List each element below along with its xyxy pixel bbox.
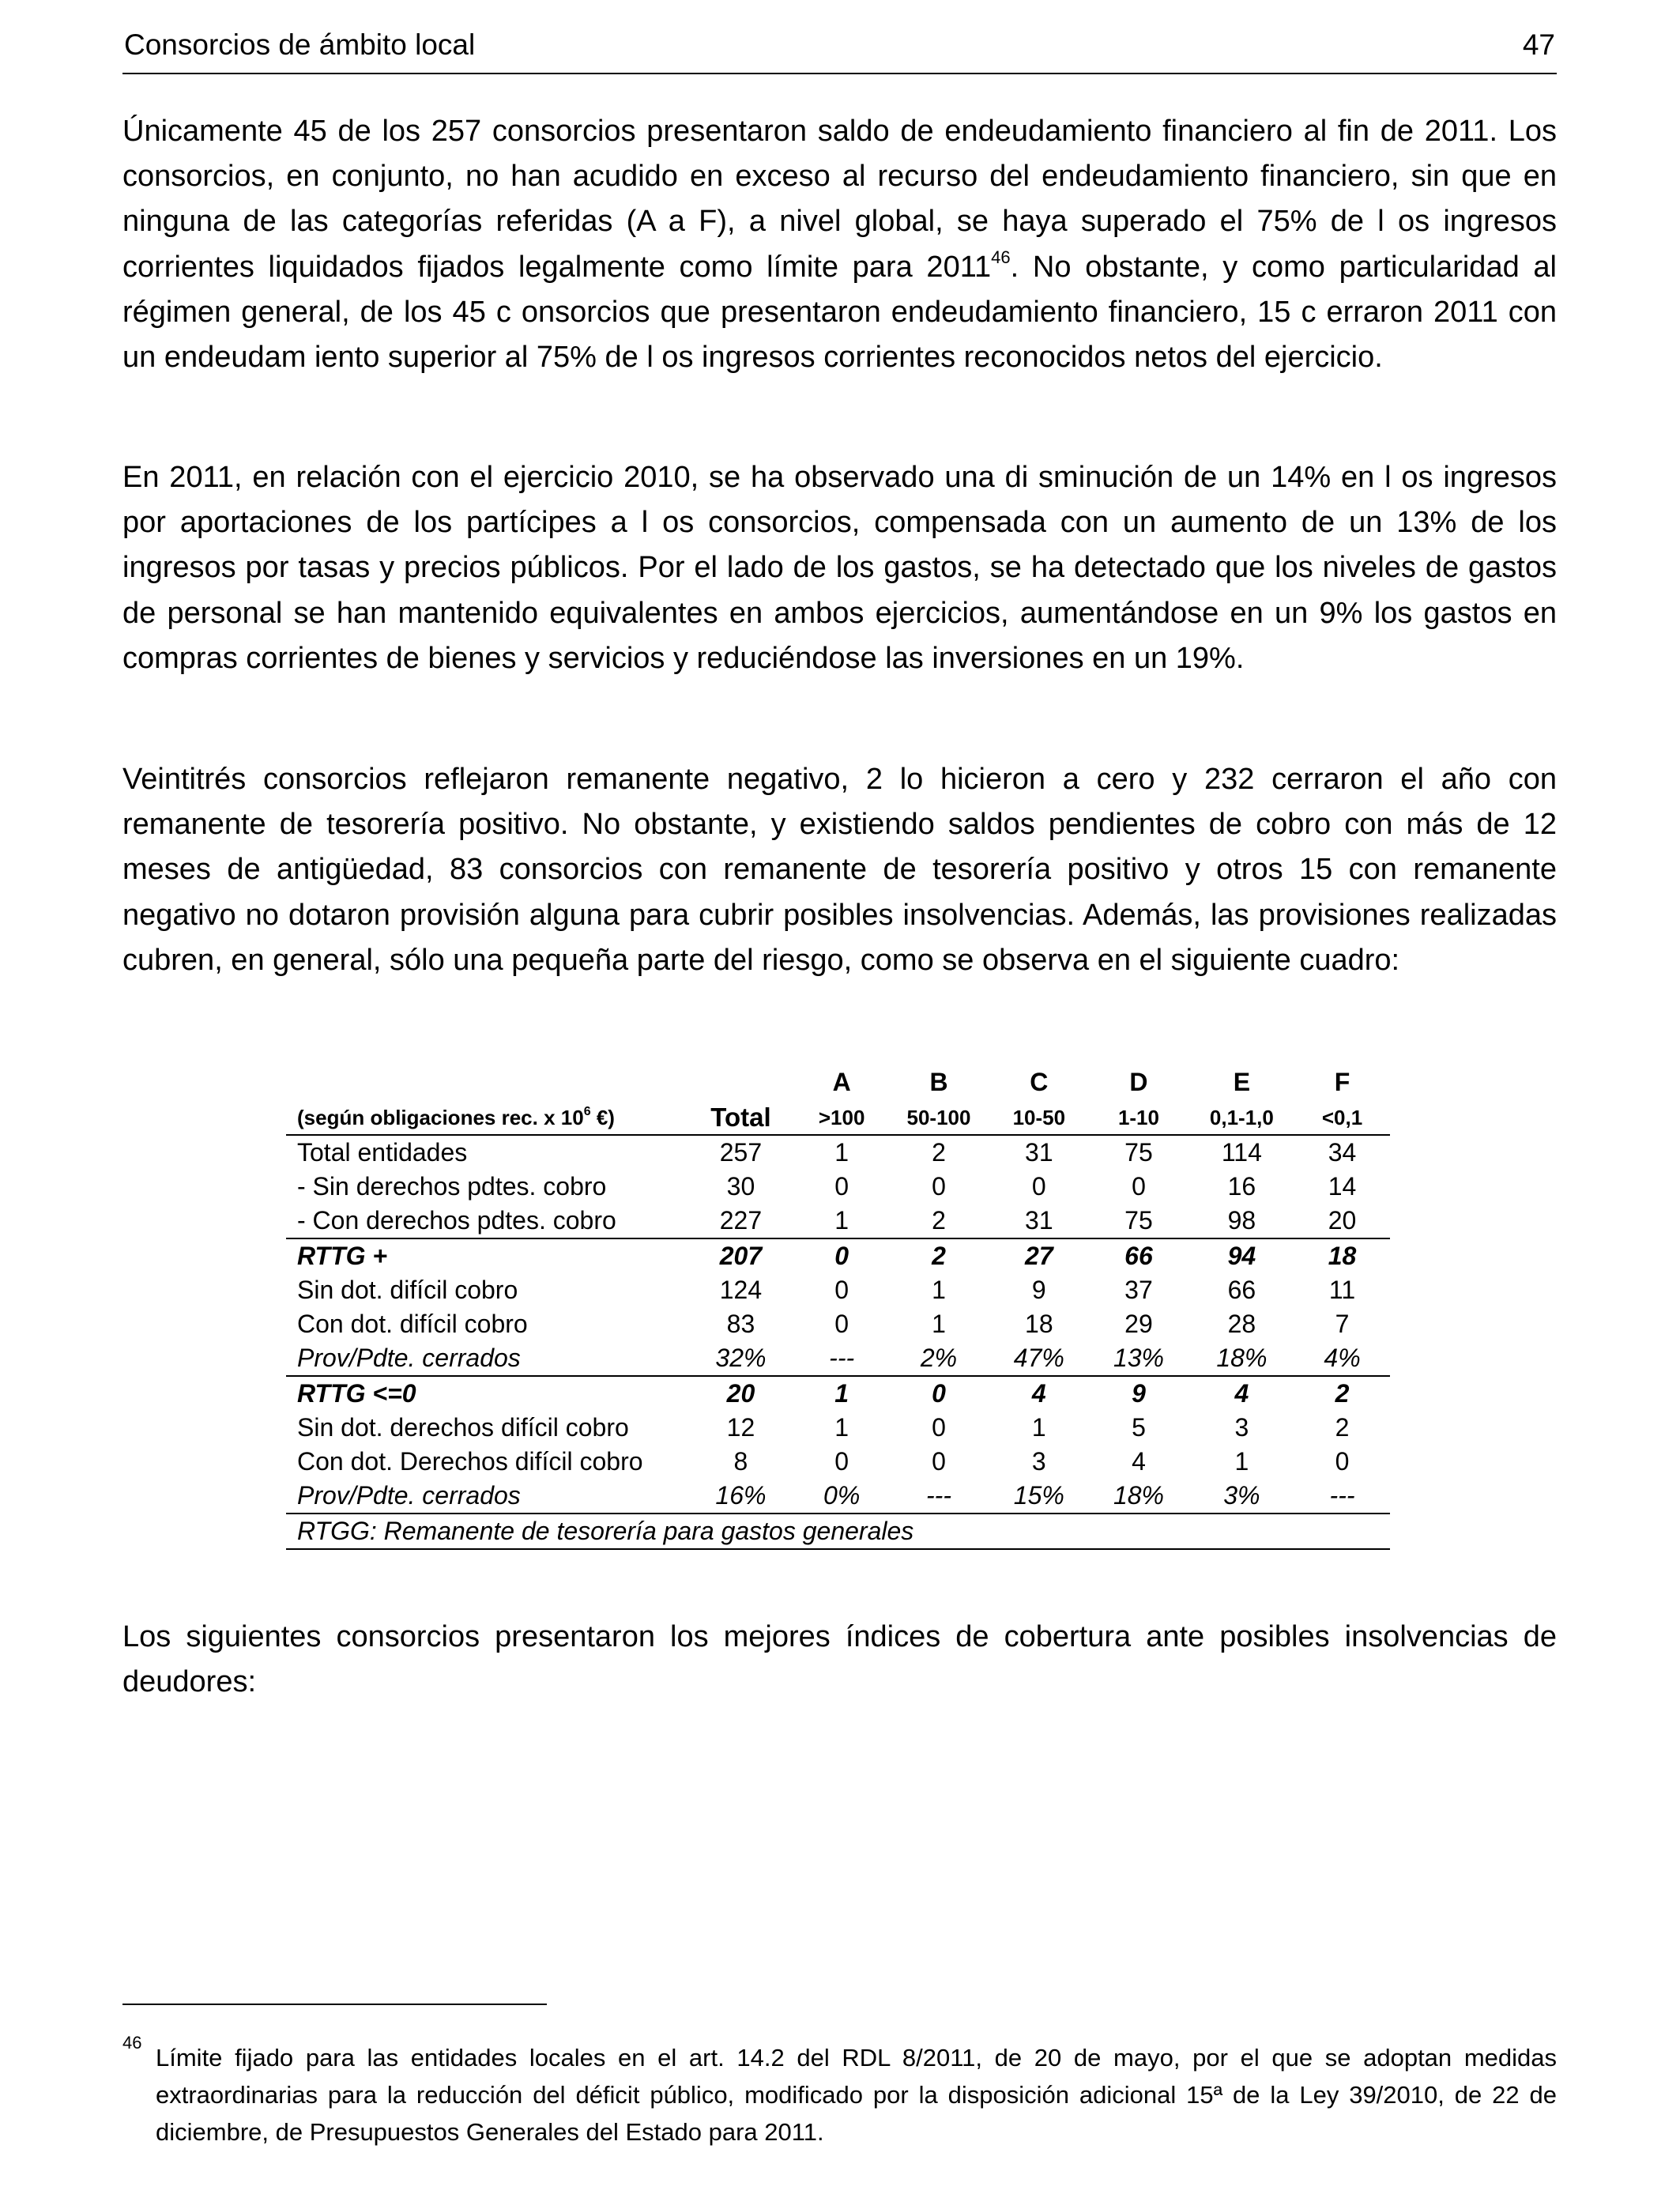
cell: 13% [1113, 1344, 1164, 1372]
table-header-empty [686, 1063, 796, 1101]
category-letter: C [1030, 1068, 1049, 1096]
cell: 0 [834, 1276, 849, 1304]
cell: 1 [932, 1310, 946, 1338]
running-title: Consorcios de ámbito local [124, 28, 476, 61]
category-letter: E [1233, 1068, 1251, 1096]
footnote-number: 46 [122, 2033, 142, 2053]
cell: --- [829, 1344, 855, 1372]
cell: --- [926, 1481, 951, 1510]
table-row [286, 1307, 1390, 1341]
cell: 0 [932, 1172, 946, 1201]
table-ratio-row [286, 1479, 1390, 1514]
cell: 227 [719, 1206, 763, 1235]
cell: 14 [1328, 1172, 1357, 1201]
cell: 37 [1124, 1276, 1153, 1304]
table-row [286, 1445, 1390, 1479]
row-label: Sin dot. derechos difícil cobro [297, 1413, 629, 1442]
category-letter: A [832, 1068, 851, 1096]
cell: 3 [1234, 1413, 1249, 1442]
cell: 0 [932, 1447, 946, 1476]
cell: 20 [1328, 1206, 1357, 1235]
cell: 9 [1031, 1276, 1046, 1304]
cell: 66 [1227, 1276, 1256, 1304]
table-row [286, 1170, 1390, 1204]
page-number: 47 [1522, 28, 1555, 61]
cell: 3 [1031, 1447, 1046, 1476]
cell: 1 [1031, 1413, 1046, 1442]
paragraph-best-coverage: Los siguientes consorcios presentaron los mejores índices de cobertura ante posibles insolvencias de deudores: [122, 1620, 1557, 1699]
footnote-text: Límite fijado para las entidades locales en el art. 14.2 del RDL 8/2011, de 20 de mayo, por el que se adoptan medidas extraordinarias para la reducción del déficit público, modificado por la disposición adicional 15ª de la Ley 39/2010, de 22 de diciembre, de Presupuestos Generales del Estado para 2011. [156, 2044, 1557, 2146]
cell: 15% [1013, 1481, 1064, 1510]
cell: 2 [1294, 1376, 1390, 1411]
cell: 4 [1189, 1376, 1294, 1411]
cell: 7 [1335, 1310, 1350, 1338]
category-range: 0,1-1,0 [1189, 1101, 1294, 1135]
cell: 32% [715, 1344, 767, 1372]
table-ratio-row [286, 1341, 1390, 1376]
cell: 0 [796, 1238, 888, 1273]
cell: 2 [888, 1238, 990, 1273]
table-row [286, 1273, 1390, 1307]
row-label: Con dot. Derechos difícil cobro [297, 1447, 643, 1476]
row-label: - Con derechos pdtes. cobro [297, 1206, 616, 1235]
paragraph-income-expenses: En 2011, en relación con el ejercicio 2010, se ha observado una di sminución de un 14% en l os ingresos por aportaciones de los partícipes a l os consorcios, compensada con un aumento de un 13% de los ingresos por tasas y precios públicos. Por el lado de los gastos, se ha detectado que los niveles de gastos de personal se han mantenido equivalentes en ambos ejercicios, aumentándose en un 9% los gastos en compras corrientes de bienes y servicios y reduciéndose las inversiones en un 19%. [122, 461, 1557, 675]
cell: 94 [1189, 1238, 1294, 1273]
cell: 83 [726, 1310, 755, 1338]
cell: 11 [1328, 1276, 1356, 1304]
cell: 2 [932, 1206, 946, 1235]
table-header-label: (según obligaciones rec. x $10^6$ €) [286, 1101, 686, 1135]
cell: 30 [726, 1172, 755, 1201]
row-label: - Sin derechos pdtes. cobro [297, 1172, 607, 1201]
cell: 18% [1216, 1344, 1268, 1372]
cell: 75 [1124, 1138, 1153, 1167]
cell: 207 [686, 1238, 796, 1273]
cell: 2% [920, 1344, 958, 1372]
table-row [286, 1411, 1390, 1445]
table-note-row [286, 1514, 1390, 1549]
cell: 257 [719, 1138, 763, 1167]
category-range: <0,1 [1294, 1101, 1390, 1135]
category-letter: F [1334, 1068, 1350, 1096]
cell: 20 [686, 1376, 796, 1411]
cell: 28 [1227, 1310, 1256, 1338]
cell: 0 [1031, 1172, 1046, 1201]
cell: --- [1329, 1481, 1355, 1510]
table-header-total: Total [686, 1101, 796, 1135]
category-letter: B [929, 1068, 948, 1096]
cell: 0 [932, 1413, 946, 1442]
cell: 5 [1132, 1413, 1146, 1442]
cell: 0% [823, 1481, 861, 1510]
row-label: Sin dot. difícil cobro [297, 1276, 518, 1304]
category-range: 50-100 [888, 1101, 990, 1135]
cell: 12 [726, 1413, 755, 1442]
paragraph-debt [122, 109, 1557, 380]
cell: 47% [1013, 1344, 1064, 1372]
cell: 4 [1132, 1447, 1146, 1476]
cell: 114 [1221, 1138, 1262, 1167]
footnote-reference-46[interactable]: 46 [991, 247, 1011, 267]
cell: 16% [715, 1481, 767, 1510]
cell: 1 [834, 1138, 849, 1167]
cell: 31 [1025, 1206, 1053, 1235]
table-row [286, 1204, 1390, 1238]
cell: 1 [796, 1376, 888, 1411]
cell: 124 [719, 1276, 763, 1304]
cell: 18 [1294, 1238, 1390, 1273]
cell: 18% [1113, 1481, 1164, 1510]
cell: 0 [834, 1172, 849, 1201]
cell: 3% [1223, 1481, 1260, 1510]
table-row [286, 1135, 1390, 1170]
cell: 9 [1088, 1376, 1188, 1411]
row-label: Con dot. difícil cobro [297, 1310, 528, 1338]
table-section-row [286, 1238, 1390, 1273]
category-range: >100 [796, 1101, 888, 1135]
cell: 0 [1132, 1172, 1146, 1201]
category-range: 10-50 [989, 1101, 1088, 1135]
cell: 29 [1124, 1310, 1153, 1338]
row-label: Total entidades [297, 1138, 468, 1167]
cell: 1 [834, 1413, 849, 1442]
paragraph-treasury-remnant: Veintitrés consorcios reflejaron remanente negativo, 2 lo hicieron a cero y 232 cerraron el año con remanente de tesorería positivo. No obstante, y existiendo saldos pendientes de cobro con más de 12 meses de antigüedad, 83 consorcios con remanente de tesorería positivo y otros 15 con remanente negativo no dotaron provisión alguna para cubrir posibles insolvencias. Además, las provisiones realizadas cubren, en general, sólo una pequeña parte del riesgo, como se observa en el siguiente cuadro: [122, 763, 1557, 977]
cell: 27 [989, 1238, 1088, 1273]
cell: 1 [932, 1276, 946, 1304]
table-header-empty [286, 1063, 686, 1101]
cell: 1 [834, 1206, 849, 1235]
row-label: RTTG <=0 [286, 1376, 686, 1411]
row-label: Prov/Pdte. cerrados [297, 1344, 521, 1372]
cell: 0 [834, 1447, 849, 1476]
provisions-table [286, 1063, 1390, 1550]
cell: 16 [1227, 1172, 1256, 1201]
row-label: RTTG + [286, 1238, 686, 1273]
cell: 1 [1234, 1447, 1249, 1476]
cell: 8 [733, 1447, 748, 1476]
cell: 75 [1124, 1206, 1153, 1235]
category-range: 1-10 [1088, 1101, 1188, 1135]
footnote-divider [122, 2004, 547, 2005]
row-label: Prov/Pdte. cerrados [297, 1481, 521, 1510]
cell: 0 [834, 1310, 849, 1338]
cell: 4 [989, 1376, 1088, 1411]
paragraph-debt-text-1: Únicamente 45 de los 257 consorcios presentaron saldo de endeudamiento financiero al fin de 2011. Los consorcios, en conjunto, no han acudido en exceso al recurso del endeudamiento financiero, sin que en ninguna de las categorías referidas (A a F), a nivel global, se haya superado el 75% de l os ingresos corrientes liquidados fijados legalmente como límite para 2011 [122, 115, 1557, 284]
cell: 0 [888, 1376, 990, 1411]
table-note: RTGG: Remanente de tesorería para gastos generales [286, 1514, 1390, 1549]
cell: 4% [1324, 1344, 1361, 1372]
paragraph-debt-text-2: . No obstante, y como particularidad al régimen general, de los 45 c onsorcios que presentaron endeudamiento financiero, 15 c erraron 2011 con un endeudam iento superior al 75% de l os ingresos corrientes reconocidos netos del ejercicio. [122, 250, 1557, 375]
cell: 31 [1025, 1138, 1053, 1167]
cell: 34 [1328, 1138, 1357, 1167]
page-header [122, 24, 1557, 74]
cell: 2 [932, 1138, 946, 1167]
table-header-letters [286, 1063, 1390, 1101]
cell: 66 [1088, 1238, 1188, 1273]
table-section-row [286, 1376, 1390, 1411]
cell: 0 [1335, 1447, 1350, 1476]
category-letter: D [1129, 1068, 1148, 1096]
cell: 98 [1227, 1206, 1256, 1235]
table-header-ranges [286, 1101, 1390, 1135]
cell: 18 [1025, 1310, 1053, 1338]
cell: 2 [1335, 1413, 1350, 1442]
